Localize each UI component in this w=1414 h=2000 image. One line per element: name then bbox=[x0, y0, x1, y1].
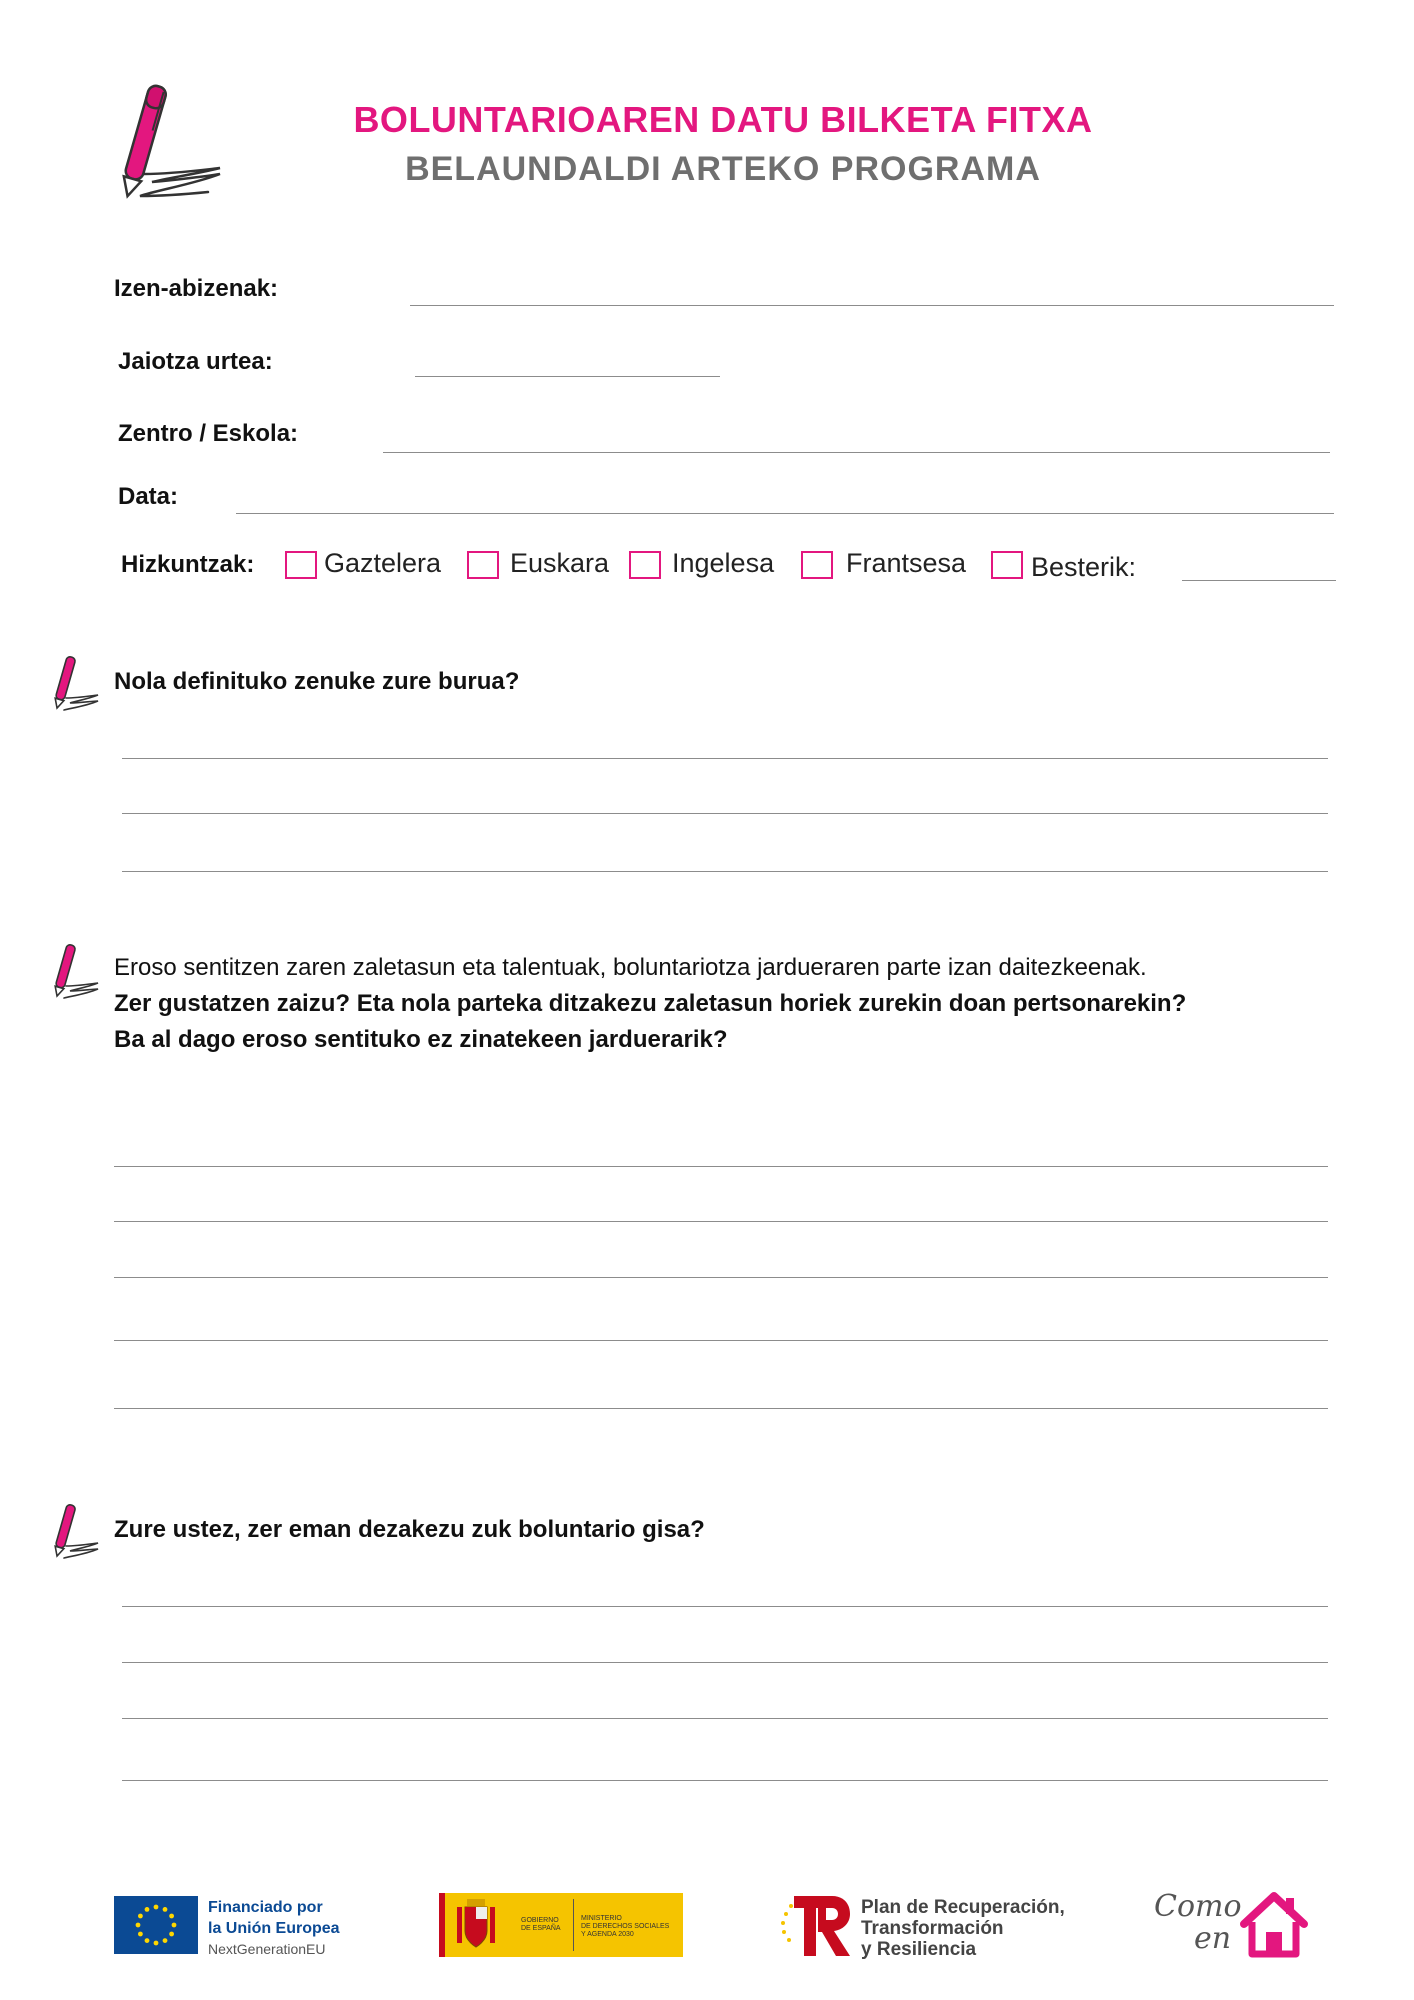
question-2: Zer gustatzen zaizu? Eta nola parteka ditzakezu zaletasun horiek zurekin doan pertsonarekin? bbox=[114, 990, 1187, 1017]
question-3: Zure ustez, zer eman dezakezu zuk boluntario gisa? bbox=[114, 1516, 705, 1543]
gob-divider bbox=[573, 1899, 574, 1951]
center-field-line[interactable] bbox=[383, 452, 1330, 453]
recovery-plan-logo-icon bbox=[778, 1892, 854, 1958]
gob-stripe bbox=[439, 1893, 445, 1957]
brand-text: Como en bbox=[1154, 1889, 1242, 1956]
house-icon bbox=[1238, 1890, 1310, 1960]
checkbox-ingelesa[interactable] bbox=[629, 551, 661, 579]
recovery-plan-text: Plan de Recuperación, Transformación y Resiliencia bbox=[861, 1897, 1065, 1960]
answer-line[interactable] bbox=[122, 813, 1328, 814]
answer-line[interactable] bbox=[122, 1662, 1328, 1663]
eu-flag-icon bbox=[114, 1896, 198, 1954]
checkbox-frantsesa[interactable] bbox=[801, 551, 833, 579]
gobierno-logo bbox=[439, 1893, 683, 1957]
answer-line[interactable] bbox=[114, 1340, 1328, 1341]
date-field-line[interactable] bbox=[236, 513, 1334, 514]
option-frantsesa: Frantsesa bbox=[846, 548, 967, 578]
pen-bullet-icon bbox=[50, 1500, 106, 1562]
question-2-b: Ba al dago eroso sentituko ez zinatekeen jarduerarik? bbox=[114, 1026, 728, 1053]
gobierno-text: GOBIERNO DE ESPAÑA bbox=[521, 1917, 561, 1932]
option-ingelesa: Ingelesa bbox=[672, 548, 775, 578]
birth-year-field-line[interactable] bbox=[415, 376, 720, 377]
name-label: Izen-abizenak: bbox=[114, 275, 279, 302]
answer-line[interactable] bbox=[122, 1780, 1328, 1781]
checkbox-gaztelera[interactable] bbox=[285, 551, 317, 579]
coat-of-arms-icon bbox=[453, 1899, 499, 1951]
option-besterik: Besterik: bbox=[1031, 552, 1137, 582]
pen-bullet-icon bbox=[50, 940, 106, 1002]
answer-line[interactable] bbox=[114, 1277, 1328, 1278]
answer-line[interactable] bbox=[114, 1408, 1328, 1409]
answer-line[interactable] bbox=[122, 1718, 1328, 1719]
checkbox-besterik[interactable] bbox=[991, 551, 1023, 579]
name-field-line[interactable] bbox=[410, 305, 1334, 306]
birth-year-label: Jaiotza urtea: bbox=[118, 348, 273, 375]
other-language-field-line[interactable] bbox=[1182, 580, 1336, 581]
center-label: Zentro / Eskola: bbox=[118, 420, 299, 447]
option-gaztelera: Gaztelera bbox=[324, 548, 442, 578]
answer-line[interactable] bbox=[114, 1221, 1328, 1222]
answer-line[interactable] bbox=[122, 1606, 1328, 1607]
page-subtitle: BELAUNDALDI ARTEKO PROGRAMA bbox=[405, 150, 1041, 188]
answer-line[interactable] bbox=[114, 1166, 1328, 1167]
ministerio-text: MINISTERIO DE DERECHOS SOCIALES Y AGENDA 2030 bbox=[581, 1915, 670, 1938]
question-2-intro: Eroso sentitzen zaren zaletasun eta talentuak, boluntariotza jardueraren parte izan daitezkeenak. bbox=[114, 954, 1147, 981]
pen-bullet-icon bbox=[50, 652, 106, 714]
question-2-block bbox=[114, 950, 1328, 1058]
languages-label: Hizkuntzak: bbox=[121, 551, 255, 578]
date-label: Data: bbox=[118, 483, 179, 510]
answer-line[interactable] bbox=[122, 758, 1328, 759]
answer-line[interactable] bbox=[122, 871, 1328, 872]
checkbox-euskara[interactable] bbox=[467, 551, 499, 579]
page-title: BOLUNTARIOAREN DATU BILKETA FITXA bbox=[353, 99, 1093, 140]
eu-funding-text: Financiado por la Unión Europea NextGenerationEU bbox=[208, 1899, 340, 1957]
question-1: Nola definituko zenuke zure burua? bbox=[114, 668, 520, 695]
option-euskara: Euskara bbox=[510, 548, 610, 578]
